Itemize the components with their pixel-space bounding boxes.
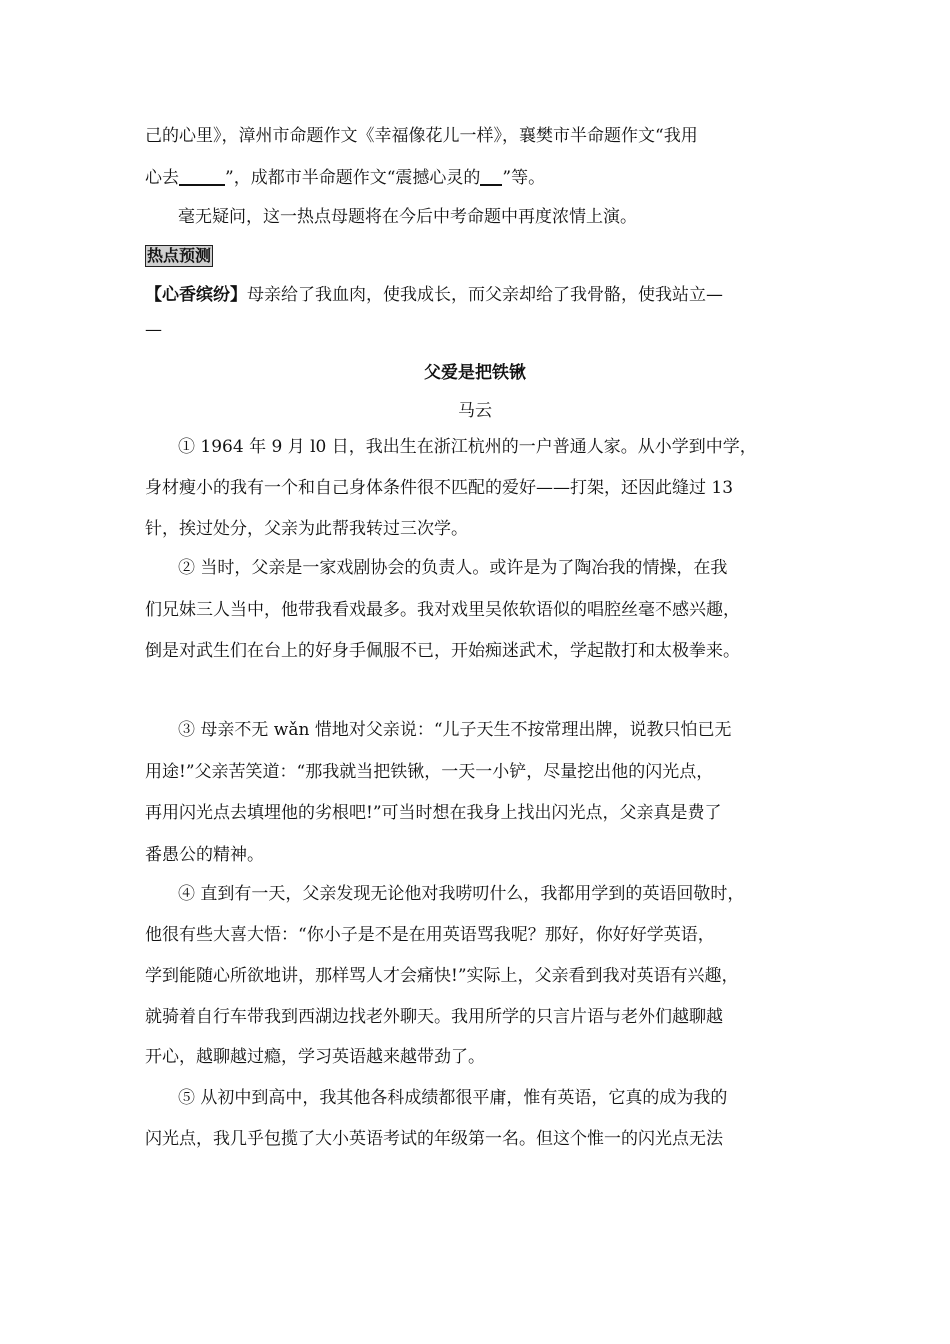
intro-line-2-end: ”等。 [502, 168, 546, 188]
paragraph-line: 身材瘦小的我有一个和自己身体条件很不匹配的爱好——打架，还因此缝过 13 [145, 478, 734, 498]
paragraph-line: 再用闪光点去填埋他的劣根吧!”可当时想在我身上找出闪光点，父亲真是费了 [145, 803, 722, 823]
paragraph-line: 就骑着自行车带我到西湖边找老外聊天。我用所学的只言片语与老外们越聊越 [145, 1007, 723, 1027]
paragraph-line: 用途!”父亲苦笑道：“那我就当把铁锹，一天一小铲，尽量挖出他的闪光点， [145, 762, 714, 782]
paragraph-line: ② 当时，父亲是一家戏剧协会的负责人。或许是为了陶冶我的情操，在我 [178, 558, 728, 578]
fill-in-blank [480, 168, 502, 186]
paragraph-line: 针，挨过处分，父亲为此帮我转过三次学。 [145, 519, 468, 539]
paragraph-line: 闪光点，我几乎包揽了大小英语考试的年级第一名。但这个惟一的闪光点无法 [145, 1129, 723, 1149]
paragraph-line: ④ 直到有一天，父亲发现无论他对我唠叨什么，我都用学到的英语回敬时， [178, 884, 745, 904]
article-author: 马云 [458, 401, 492, 421]
lead-text: 母亲给了我血肉，使我成长，而父亲却给了我骨骼，使我站立— [247, 285, 723, 305]
intro-line-1: 己的心里》，漳州市命题作文《幸福像花儿一样》，襄樊市半命题作文“我用 [145, 126, 698, 146]
paragraph-line: 倒是对武生们在台上的好身手佩服不已，开始痴迷武术，学起散打和太极拳来。 [145, 641, 740, 661]
paragraph-line: 开心，越聊越过瘾，学习英语越来越带劲了。 [145, 1047, 485, 1067]
section-heading [145, 245, 213, 267]
lead-line-continued: — [145, 320, 162, 340]
intro-line-2-middle: ”，成都市半命题作文“震撼心灵的 [225, 168, 481, 188]
intro-line-3: 毫无疑问，这一热点母题将在今后中考命题中再度浓情上演。 [178, 207, 637, 227]
paragraph-line: 们兄妹三人当中，他带我看戏最多。我对戏里吴侬软语似的唱腔丝毫不感兴趣， [145, 600, 740, 620]
intro-line-2 [145, 168, 545, 188]
section-tag: 热点预测 [147, 246, 212, 265]
fill-in-blank [179, 168, 225, 186]
paragraph-line: 他很有些大喜大悟：“你小子是不是在用英语骂我呢？那好，你好好学英语， [145, 925, 715, 945]
paragraph-line: ③ 母亲不无 wǎn 惜地对父亲说：“儿子天生不按常理出牌，说教只怕已无 [178, 720, 732, 740]
paragraph-line: 学到能随心所欲地讲，那样骂人才会痛快!”实际上，父亲看到我对英语有兴趣， [145, 966, 739, 986]
paragraph-line: ⑤ 从初中到高中，我其他各科成绩都很平庸，惟有英语，它真的成为我的 [178, 1088, 728, 1108]
lead-line [145, 285, 723, 305]
paragraph-line: ① 1964 年 9 月 l0 日，我出生在浙江杭州的一户普通人家。从小学到中学， [178, 437, 757, 457]
lead-label: 【心香缤纷】 [145, 285, 247, 305]
paragraph-line: 番愚公的精神。 [145, 845, 264, 865]
intro-line-2-start: 心去 [145, 168, 179, 188]
article-title: 父爱是把铁锹 [424, 363, 526, 383]
